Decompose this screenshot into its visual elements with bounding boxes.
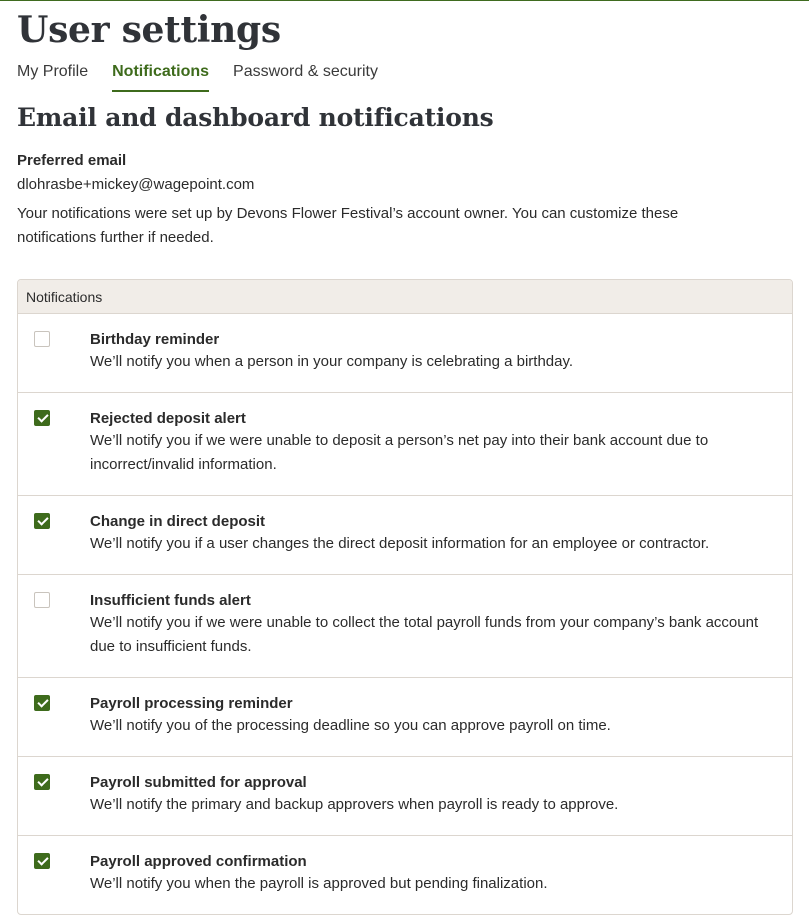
tab-notifications[interactable]: Notifications [112, 62, 209, 92]
notification-description: We’ll notify the primary and backup approvers when payroll is ready to approve. [90, 796, 619, 813]
notification-title: Birthday reminder [90, 331, 220, 348]
settings-page [17, 0, 793, 892]
direct-deposit-checkbox[interactable] [34, 513, 50, 529]
notification-row-birthday [18, 314, 792, 393]
notification-description: We’ll notify you when the payroll is approved but pending finalization. [90, 875, 548, 892]
processing-reminder-checkbox[interactable] [34, 695, 50, 711]
notification-row-direct-deposit [18, 496, 792, 575]
notification-title: Payroll submitted for approval [90, 774, 307, 791]
submitted-approval-checkbox[interactable] [34, 774, 50, 790]
notification-title: Insufficient funds alert [90, 592, 251, 609]
notification-row-submitted-approval [18, 757, 792, 836]
approved-confirmation-checkbox[interactable] [34, 853, 50, 869]
notification-description: We’ll notify you if a user changes the direct deposit information for an employee or contractor. [90, 535, 710, 552]
notifications-panel-header: Notifications [18, 280, 792, 314]
notification-description: We’ll notify you when a person in your company is celebrating a birthday. [90, 353, 574, 370]
section-title: Email and dashboard notifications [17, 103, 494, 132]
notification-description: We’ll notify you if we were unable to deposit a person’s net pay into their bank account due to incorrect/invalid information. [90, 432, 709, 473]
notification-row-approved-confirmation [18, 836, 792, 914]
notification-description: We’ll notify you of the processing deadline so you can approve payroll on time. [90, 717, 611, 734]
notification-row-rejected-deposit [18, 393, 792, 496]
notification-title: Rejected deposit alert [90, 410, 246, 427]
notification-row-insufficient-funds [18, 575, 792, 678]
tab-my-profile[interactable]: My Profile [17, 63, 89, 80]
preferred-email-label: Preferred email [17, 152, 127, 169]
notification-description: We’ll notify you if we were unable to collect the total payroll funds from your company’s bank account due to insufficient funds. [90, 614, 759, 655]
notifications-panel [17, 279, 793, 915]
intro-text: Your notifications were set up by Devons Flower Festival’s account owner. You can customize these notifications further if needed. [17, 205, 679, 246]
notification-row-processing-reminder [18, 678, 792, 757]
insufficient-funds-checkbox[interactable] [34, 592, 50, 608]
tab-password-security[interactable]: Password & security [233, 63, 378, 80]
birthday-reminder-checkbox[interactable] [34, 331, 50, 347]
notification-title: Payroll processing reminder [90, 695, 293, 712]
settings-tabs [17, 62, 793, 92]
notification-title: Payroll approved confirmation [90, 853, 307, 870]
page-title: User settings [17, 9, 281, 51]
preferred-email-value: dlohrasbe+mickey@wagepoint.com [17, 176, 255, 193]
notification-title: Change in direct deposit [90, 513, 266, 530]
rejected-deposit-checkbox[interactable] [34, 410, 50, 426]
